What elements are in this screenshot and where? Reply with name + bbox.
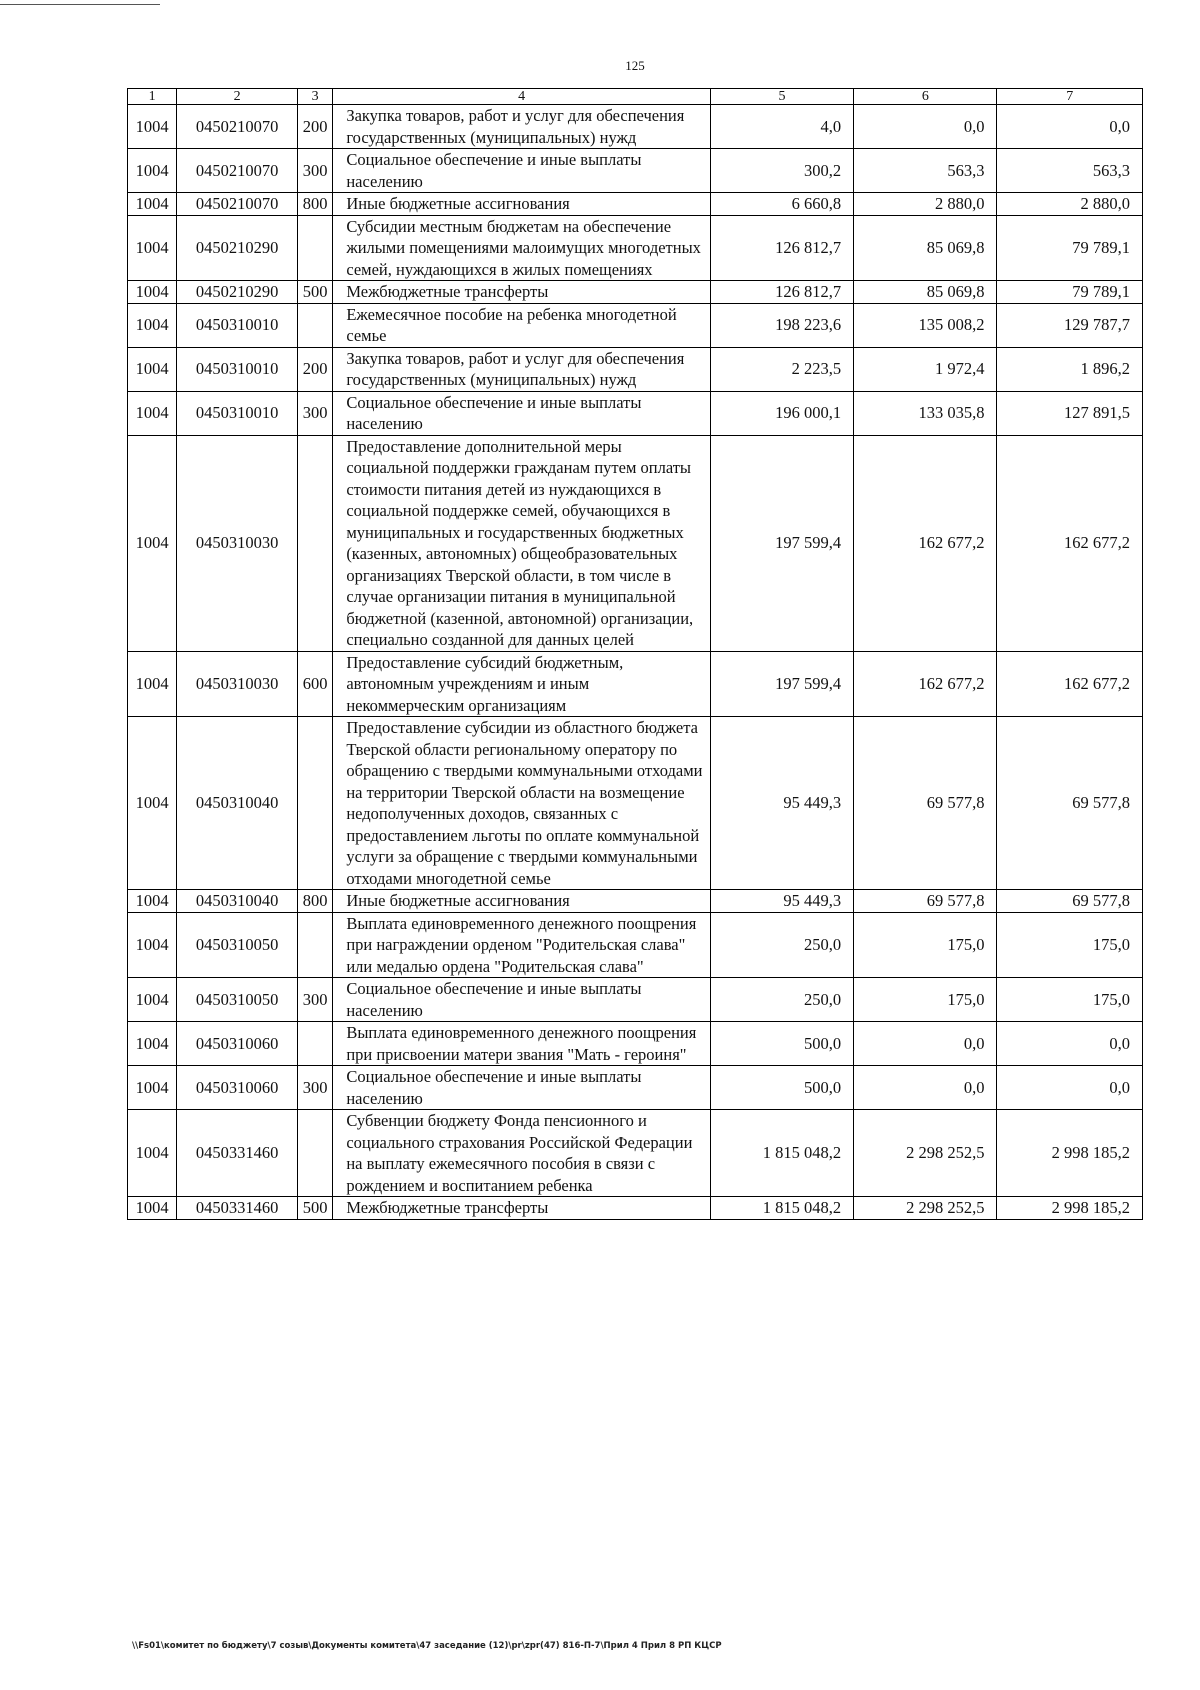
amount-col6-cell: 162 677,2 bbox=[854, 435, 997, 651]
expense-type-cell bbox=[298, 717, 333, 890]
amount-col7-cell: 2 998 185,2 bbox=[997, 1197, 1143, 1220]
column-header-2: 2 bbox=[177, 89, 298, 105]
item-name-cell: Социальное обеспечение и иные выплаты населению bbox=[333, 978, 711, 1022]
table-row bbox=[128, 978, 1143, 1022]
amount-col7-cell: 0,0 bbox=[997, 1022, 1143, 1066]
item-name-cell: Ежемесячное пособие на ребенка многодетной семье bbox=[333, 303, 711, 347]
target-article-cell: 0450310010 bbox=[177, 391, 298, 435]
amount-col7-cell: 2 880,0 bbox=[997, 193, 1143, 216]
amount-col6-cell: 85 069,8 bbox=[854, 215, 997, 281]
section-code-cell: 1004 bbox=[128, 717, 177, 890]
section-code-cell: 1004 bbox=[128, 347, 177, 391]
expense-type-cell bbox=[298, 215, 333, 281]
header-row bbox=[128, 89, 1143, 105]
section-code-cell: 1004 bbox=[128, 651, 177, 717]
amount-col5-cell: 126 812,7 bbox=[710, 215, 853, 281]
expense-type-cell: 200 bbox=[298, 105, 333, 149]
target-article-cell: 0450310040 bbox=[177, 717, 298, 890]
budget-table bbox=[127, 88, 1143, 1220]
section-code-cell: 1004 bbox=[128, 215, 177, 281]
amount-col6-cell: 1 972,4 bbox=[854, 347, 997, 391]
expense-type-cell: 500 bbox=[298, 1197, 333, 1220]
amount-col5-cell: 95 449,3 bbox=[710, 717, 853, 890]
table-row bbox=[128, 651, 1143, 717]
item-name-cell: Предоставление субсидии из областного бюджета Тверской области региональному оператору по обращению с твердыми коммунальными отходами на территории Тверской области на возмещение недополученных доходов, связанных с предоставлением льготы по оплате коммунальной услуги за обращение с твердыми коммунальными отходами многодетной семье bbox=[333, 717, 711, 890]
amount-col6-cell: 135 008,2 bbox=[854, 303, 997, 347]
target-article-cell: 0450331460 bbox=[177, 1110, 298, 1197]
item-name-cell: Межбюджетные трансферты bbox=[333, 1197, 711, 1220]
item-name-cell: Субвенции бюджету Фонда пенсионного и социального страхования Российской Федерации на выплату ежемесячного пособия в связи с рождением и воспитанием ребенка bbox=[333, 1110, 711, 1197]
amount-col7-cell: 79 789,1 bbox=[997, 215, 1143, 281]
table-row bbox=[128, 717, 1143, 890]
amount-col6-cell: 2 298 252,5 bbox=[854, 1197, 997, 1220]
section-code-cell: 1004 bbox=[128, 149, 177, 193]
table-row bbox=[128, 1110, 1143, 1197]
amount-col7-cell: 175,0 bbox=[997, 912, 1143, 978]
table-row bbox=[128, 303, 1143, 347]
expense-type-cell: 300 bbox=[298, 978, 333, 1022]
target-article-cell: 0450210290 bbox=[177, 215, 298, 281]
target-article-cell: 0450310010 bbox=[177, 347, 298, 391]
target-article-cell: 0450210290 bbox=[177, 281, 298, 304]
column-header-7: 7 bbox=[997, 89, 1143, 105]
target-article-cell: 0450310030 bbox=[177, 651, 298, 717]
item-name-cell: Выплата единовременного денежного поощрения при награждении орденом "Родительская слава" или медалью ордена "Родительская слава" bbox=[333, 912, 711, 978]
amount-col5-cell: 126 812,7 bbox=[710, 281, 853, 304]
column-header-1: 1 bbox=[128, 89, 177, 105]
amount-col6-cell: 175,0 bbox=[854, 978, 997, 1022]
target-article-cell: 0450310040 bbox=[177, 890, 298, 913]
amount-col5-cell: 196 000,1 bbox=[710, 391, 853, 435]
expense-type-cell: 500 bbox=[298, 281, 333, 304]
section-code-cell: 1004 bbox=[128, 1110, 177, 1197]
amount-col7-cell: 79 789,1 bbox=[997, 281, 1143, 304]
amount-col6-cell: 175,0 bbox=[854, 912, 997, 978]
expense-type-cell: 200 bbox=[298, 347, 333, 391]
column-header-3: 3 bbox=[298, 89, 333, 105]
amount-col6-cell: 2 298 252,5 bbox=[854, 1110, 997, 1197]
table-row bbox=[128, 215, 1143, 281]
item-name-cell: Социальное обеспечение и иные выплаты населению bbox=[333, 149, 711, 193]
amount-col5-cell: 197 599,4 bbox=[710, 651, 853, 717]
target-article-cell: 0450310030 bbox=[177, 435, 298, 651]
amount-col7-cell: 175,0 bbox=[997, 978, 1143, 1022]
amount-col7-cell: 162 677,2 bbox=[997, 435, 1143, 651]
amount-col6-cell: 69 577,8 bbox=[854, 890, 997, 913]
item-name-cell: Социальное обеспечение и иные выплаты населению bbox=[333, 391, 711, 435]
amount-col5-cell: 6 660,8 bbox=[710, 193, 853, 216]
table-row bbox=[128, 149, 1143, 193]
column-header-6: 6 bbox=[854, 89, 997, 105]
section-code-cell: 1004 bbox=[128, 391, 177, 435]
amount-col5-cell: 500,0 bbox=[710, 1022, 853, 1066]
amount-col7-cell: 563,3 bbox=[997, 149, 1143, 193]
amount-col7-cell: 0,0 bbox=[997, 105, 1143, 149]
target-article-cell: 0450210070 bbox=[177, 149, 298, 193]
expense-type-cell: 800 bbox=[298, 193, 333, 216]
table-row bbox=[128, 890, 1143, 913]
expense-type-cell: 300 bbox=[298, 1066, 333, 1110]
expense-type-cell bbox=[298, 303, 333, 347]
amount-col5-cell: 250,0 bbox=[710, 912, 853, 978]
amount-col6-cell: 0,0 bbox=[854, 105, 997, 149]
expense-type-cell bbox=[298, 435, 333, 651]
amount-col7-cell: 0,0 bbox=[997, 1066, 1143, 1110]
table-row bbox=[128, 1066, 1143, 1110]
table-row bbox=[128, 347, 1143, 391]
amount-col7-cell: 2 998 185,2 bbox=[997, 1110, 1143, 1197]
amount-col5-cell: 197 599,4 bbox=[710, 435, 853, 651]
item-name-cell: Иные бюджетные ассигнования bbox=[333, 193, 711, 216]
section-code-cell: 1004 bbox=[128, 912, 177, 978]
amount-col5-cell: 4,0 bbox=[710, 105, 853, 149]
amount-col6-cell: 69 577,8 bbox=[854, 717, 997, 890]
section-code-cell: 1004 bbox=[128, 1197, 177, 1220]
table-row bbox=[128, 105, 1143, 149]
section-code-cell: 1004 bbox=[128, 1022, 177, 1066]
table-row bbox=[128, 1197, 1143, 1220]
amount-col7-cell: 69 577,8 bbox=[997, 717, 1143, 890]
section-code-cell: 1004 bbox=[128, 1066, 177, 1110]
expense-type-cell: 300 bbox=[298, 391, 333, 435]
item-name-cell: Иные бюджетные ассигнования bbox=[333, 890, 711, 913]
amount-col7-cell: 162 677,2 bbox=[997, 651, 1143, 717]
item-name-cell: Закупка товаров, работ и услуг для обеспечения государственных (муниципальных) нужд bbox=[333, 347, 711, 391]
amount-col5-cell: 1 815 048,2 bbox=[710, 1110, 853, 1197]
amount-col7-cell: 69 577,8 bbox=[997, 890, 1143, 913]
section-code-cell: 1004 bbox=[128, 303, 177, 347]
table-row bbox=[128, 1022, 1143, 1066]
table-row bbox=[128, 193, 1143, 216]
amount-col5-cell: 1 815 048,2 bbox=[710, 1197, 853, 1220]
section-code-cell: 1004 bbox=[128, 890, 177, 913]
target-article-cell: 0450310060 bbox=[177, 1066, 298, 1110]
item-name-cell: Закупка товаров, работ и услуг для обеспечения государственных (муниципальных) нужд bbox=[333, 105, 711, 149]
item-name-cell: Социальное обеспечение и иные выплаты населению bbox=[333, 1066, 711, 1110]
expense-type-cell: 800 bbox=[298, 890, 333, 913]
target-article-cell: 0450310010 bbox=[177, 303, 298, 347]
amount-col7-cell: 127 891,5 bbox=[997, 391, 1143, 435]
table-body bbox=[128, 105, 1143, 1220]
target-article-cell: 0450310050 bbox=[177, 912, 298, 978]
amount-col6-cell: 85 069,8 bbox=[854, 281, 997, 304]
section-code-cell: 1004 bbox=[128, 193, 177, 216]
section-code-cell: 1004 bbox=[128, 281, 177, 304]
table-row bbox=[128, 281, 1143, 304]
target-article-cell: 0450310060 bbox=[177, 1022, 298, 1066]
target-article-cell: 0450331460 bbox=[177, 1197, 298, 1220]
amount-col7-cell: 1 896,2 bbox=[997, 347, 1143, 391]
target-article-cell: 0450210070 bbox=[177, 105, 298, 149]
amount-col6-cell: 2 880,0 bbox=[854, 193, 997, 216]
item-name-cell: Выплата единовременного денежного поощрения при присвоении матери звания "Мать - героиня" bbox=[333, 1022, 711, 1066]
expense-type-cell bbox=[298, 912, 333, 978]
section-code-cell: 1004 bbox=[128, 105, 177, 149]
amount-col5-cell: 95 449,3 bbox=[710, 890, 853, 913]
item-name-cell: Предоставление дополнительной меры социальной поддержки гражданам путем оплаты стоимости питания детей из нуждающихся в социальной поддержке семей, обучающихся в муниципальных и государственных бюджетных (казенных, автономных) общеобразовательных организациях Тверской области, в том числе в случае организации питания в муниципальной бюджетной (казенной, автономной) организации, специально созданной для данных целей bbox=[333, 435, 711, 651]
expense-type-cell bbox=[298, 1022, 333, 1066]
amount-col5-cell: 250,0 bbox=[710, 978, 853, 1022]
column-header-5: 5 bbox=[710, 89, 853, 105]
item-name-cell: Межбюджетные трансферты bbox=[333, 281, 711, 304]
amount-col5-cell: 500,0 bbox=[710, 1066, 853, 1110]
file-path-footer: \\Fs01\комитет по бюджету\7 созыв\Документы комитета\47 заседание (12)\pr\zpr(47) 816-П-7\Прил 4 Прил 8 РП КЦСР bbox=[132, 1641, 722, 1651]
amount-col6-cell: 563,3 bbox=[854, 149, 997, 193]
target-article-cell: 0450310050 bbox=[177, 978, 298, 1022]
table-row bbox=[128, 391, 1143, 435]
amount-col6-cell: 133 035,8 bbox=[854, 391, 997, 435]
amount-col6-cell: 0,0 bbox=[854, 1022, 997, 1066]
amount-col5-cell: 300,2 bbox=[710, 149, 853, 193]
item-name-cell: Субсидии местным бюджетам на обеспечение жилыми помещениями малоимущих многодетных семей, нуждающихся в жилых помещениях bbox=[333, 215, 711, 281]
target-article-cell: 0450210070 bbox=[177, 193, 298, 216]
amount-col7-cell: 129 787,7 bbox=[997, 303, 1143, 347]
scan-edge-line bbox=[0, 4, 160, 5]
item-name-cell: Предоставление субсидий бюджетным, автономным учреждениям и иным некоммерческим организациям bbox=[333, 651, 711, 717]
amount-col6-cell: 162 677,2 bbox=[854, 651, 997, 717]
table-row bbox=[128, 912, 1143, 978]
section-code-cell: 1004 bbox=[128, 978, 177, 1022]
expense-type-cell: 600 bbox=[298, 651, 333, 717]
page-number: 125 bbox=[625, 58, 645, 73]
amount-col5-cell: 198 223,6 bbox=[710, 303, 853, 347]
table-row bbox=[128, 435, 1143, 651]
expense-type-cell: 300 bbox=[298, 149, 333, 193]
expense-type-cell bbox=[298, 1110, 333, 1197]
amount-col5-cell: 2 223,5 bbox=[710, 347, 853, 391]
section-code-cell: 1004 bbox=[128, 435, 177, 651]
amount-col6-cell: 0,0 bbox=[854, 1066, 997, 1110]
column-header-4: 4 bbox=[333, 89, 711, 105]
